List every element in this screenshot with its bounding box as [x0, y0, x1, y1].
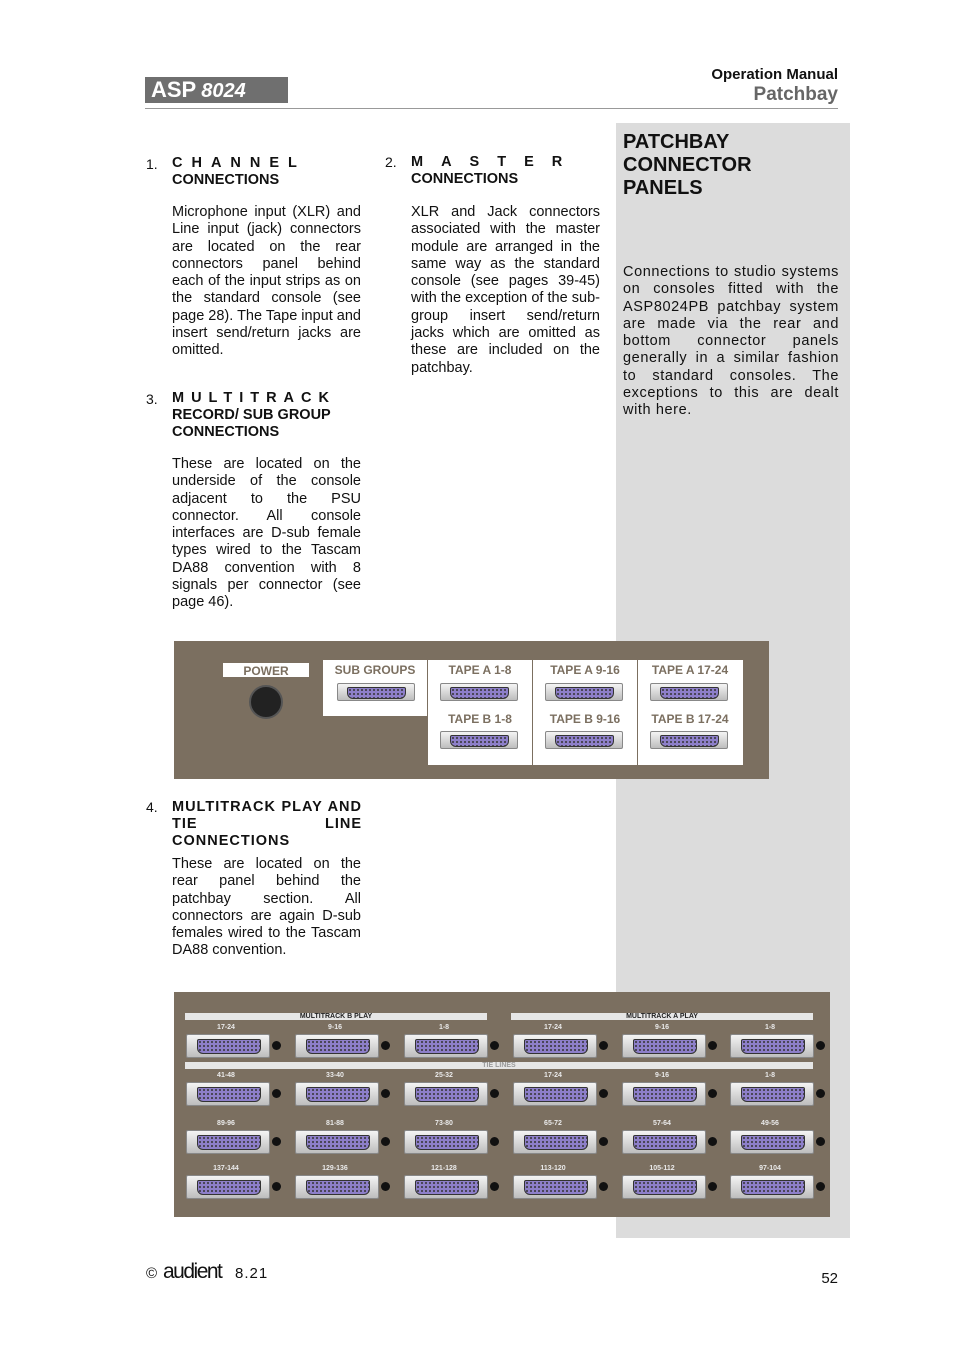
- dsub-connector-icon: [186, 1082, 270, 1106]
- rear-panel-record: [174, 641, 769, 779]
- connector-range-label: 49-56: [761, 1120, 779, 1127]
- mount-screw-icon: [708, 1089, 717, 1098]
- heading-rest: CONNECTIONS: [411, 171, 519, 187]
- dsub-pins: [741, 1039, 805, 1054]
- dsub-pins: [197, 1180, 261, 1195]
- dsub-pins: [524, 1087, 588, 1102]
- power-label: POWER: [243, 664, 289, 678]
- section-title: Patchbay: [753, 84, 838, 105]
- section-heading: [411, 154, 601, 188]
- dsub-connector-icon: [622, 1175, 706, 1199]
- mount-screw-icon: [816, 1041, 825, 1050]
- dsub-connector-icon: [440, 731, 518, 749]
- dsub-connector-icon: [513, 1034, 597, 1058]
- header-divider: [145, 108, 838, 109]
- connector-range-label: 25-32: [435, 1072, 453, 1079]
- dsub-pins: [415, 1087, 479, 1102]
- connector-range-label: 17-24: [544, 1024, 562, 1031]
- dsub-pins: [524, 1039, 588, 1054]
- page-number: 52: [821, 1270, 838, 1287]
- section-body: These are located on the rear panel behind the patchbay section. All connectors are again D-sub females wired to the Tascam DA88 convention.: [172, 856, 361, 959]
- tape-b-label: TAPE B 1-8: [448, 712, 512, 726]
- mount-screw-icon: [381, 1041, 390, 1050]
- version: 8.21: [235, 1265, 269, 1282]
- heading-spaced: MULTITRACK: [172, 390, 336, 406]
- mount-screw-icon: [708, 1137, 717, 1146]
- mount-screw-icon: [599, 1089, 608, 1098]
- connector-range-label: 105-112: [649, 1165, 675, 1172]
- section-body: Microphone input (XLR) and Line input (jack) connectors are located on the rear connectors panel behind each of the input strips as on the standard console (see page 28). The Tape input and insert send/return jacks are omitted.: [172, 204, 361, 359]
- dsub-connector-icon: [404, 1175, 488, 1199]
- section-heading: [172, 390, 362, 441]
- sub-groups-label: SUB GROUPS: [334, 663, 416, 677]
- heading-rest: RECORD/ SUB GROUP CONNECTIONS: [172, 407, 331, 440]
- dsub-connector-icon: [404, 1130, 488, 1154]
- copyright-symbol: ©: [146, 1265, 158, 1282]
- dsub-pins: [633, 1039, 697, 1054]
- dsub-pins: [524, 1180, 588, 1195]
- dsub-pins: [633, 1180, 697, 1195]
- section-number: 4.: [146, 799, 158, 815]
- dsub-connector-icon: [650, 683, 728, 701]
- connector-range-label: 1-8: [764, 1072, 776, 1079]
- dsub-connector-icon: [295, 1034, 379, 1058]
- dsub-connector-icon: [186, 1034, 270, 1058]
- mount-screw-icon: [708, 1182, 717, 1191]
- connector-range-label: 121-128: [431, 1165, 457, 1172]
- connector-range-label: 1-8: [764, 1024, 776, 1031]
- tape-b-label: TAPE B 9-16: [549, 712, 621, 726]
- dsub-pins: [306, 1039, 370, 1054]
- dsub-connector-icon: [730, 1082, 814, 1106]
- mount-screw-icon: [381, 1137, 390, 1146]
- dsub-pins: [741, 1180, 805, 1195]
- mount-screw-icon: [816, 1137, 825, 1146]
- connector-range-label: 65-72: [544, 1120, 562, 1127]
- dsub-pins: [415, 1039, 479, 1054]
- dsub-pins: [450, 735, 509, 747]
- brand-logo: [145, 77, 288, 103]
- sidebar-title: [623, 131, 843, 200]
- dsub-pins: [347, 687, 406, 699]
- dsub-pins: [450, 687, 509, 699]
- tie-lines-label: TIE LINES: [482, 1062, 516, 1069]
- mount-screw-icon: [381, 1089, 390, 1098]
- group-a-label: MULTITRACK A PLAY: [626, 1013, 698, 1020]
- section-number: 1.: [146, 156, 158, 172]
- dsub-connector-icon: [622, 1034, 706, 1058]
- tape-a-label: TAPE A 17-24: [651, 663, 729, 677]
- tape-a-label: TAPE A 1-8: [448, 663, 512, 677]
- dsub-pins: [415, 1135, 479, 1150]
- sidebar-body: Connections to studio systems on consoles fitted with the ASP8024PB patchbay system are made via the rear and bottom connector panels generally in a similar fashion to standard consoles. The exceptions to this are dealt with here.: [623, 264, 839, 419]
- brand-name: ASP: [151, 77, 197, 102]
- mount-screw-icon: [272, 1137, 281, 1146]
- connector-range-label: 89-96: [217, 1120, 235, 1127]
- connector-range-label: 73-80: [435, 1120, 453, 1127]
- mount-screw-icon: [708, 1041, 717, 1050]
- connector-range-label: 113-120: [540, 1165, 566, 1172]
- dsub-pins: [633, 1135, 697, 1150]
- dsub-connector-icon: [513, 1175, 597, 1199]
- mount-screw-icon: [816, 1089, 825, 1098]
- dsub-pins: [197, 1039, 261, 1054]
- dsub-pins: [197, 1087, 261, 1102]
- rear-panel-play: [174, 992, 830, 1217]
- mount-screw-icon: [272, 1041, 281, 1050]
- dsub-connector-icon: [622, 1082, 706, 1106]
- connector-range-label: 17-24: [544, 1072, 562, 1079]
- connector-range-label: 9-16: [654, 1072, 669, 1079]
- mount-screw-icon: [490, 1089, 499, 1098]
- group-b-label: MULTITRACK B PLAY: [299, 1013, 373, 1020]
- dsub-connector-icon: [513, 1082, 597, 1106]
- dsub-connector-icon: [730, 1034, 814, 1058]
- dsub-connector-icon: [295, 1082, 379, 1106]
- dsub-connector-icon: [650, 731, 728, 749]
- dsub-connector-icon: [545, 683, 623, 701]
- audient-logo: audient: [163, 1260, 222, 1283]
- dsub-connector-icon: [295, 1130, 379, 1154]
- heading-rest: CONNECTIONS: [172, 172, 280, 188]
- connector-range-label: 41-48: [217, 1072, 235, 1079]
- dsub-pins: [660, 687, 719, 699]
- mount-screw-icon: [490, 1137, 499, 1146]
- manual-title: Operation Manual: [711, 66, 838, 83]
- power-connector-icon: [249, 685, 283, 719]
- brand-model: 8024: [201, 80, 246, 102]
- dsub-connector-icon: [404, 1082, 488, 1106]
- tape-a-label: TAPE A 9-16: [550, 663, 620, 677]
- dsub-connector-icon: [186, 1130, 270, 1154]
- heading-spaced: CHANNEL: [172, 155, 306, 171]
- section-body: XLR and Jack connectors associated with the master module are arranged in the same way as the standard console (see pages 39-45) with the exception of the sub-group insert send/return jacks which are omitted as these are included on the patchbay.: [411, 204, 600, 376]
- sidebar-title-line: CONNECTOR: [623, 154, 752, 176]
- dsub-connector-icon: [404, 1034, 488, 1058]
- mount-screw-icon: [381, 1182, 390, 1191]
- dsub-pins: [633, 1087, 697, 1102]
- dsub-connector-icon: [513, 1130, 597, 1154]
- sidebar-title-line: PATCHBAY: [623, 131, 730, 153]
- dsub-pins: [524, 1135, 588, 1150]
- mount-screw-icon: [816, 1182, 825, 1191]
- connector-range-label: 97-104: [759, 1165, 781, 1172]
- connector-range-label: 137-144: [213, 1165, 239, 1172]
- connector-range-label: 1-8: [438, 1024, 450, 1031]
- connector-range-label: 129-136: [322, 1165, 348, 1172]
- connector-range-label: 17-24: [217, 1024, 235, 1031]
- section-number: 2.: [385, 154, 397, 170]
- dsub-connector-icon: [545, 731, 623, 749]
- section-heading: [172, 155, 362, 189]
- mount-screw-icon: [599, 1182, 608, 1191]
- dsub-connector-icon: [730, 1130, 814, 1154]
- dsub-connector-icon: [622, 1130, 706, 1154]
- dsub-pins: [555, 687, 614, 699]
- dsub-pins: [660, 735, 719, 747]
- mount-screw-icon: [490, 1041, 499, 1050]
- tape-b-label: TAPE B 17-24: [651, 712, 729, 726]
- mount-screw-icon: [490, 1182, 499, 1191]
- dsub-pins: [197, 1135, 261, 1150]
- dsub-pins: [306, 1135, 370, 1150]
- dsub-pins: [415, 1180, 479, 1195]
- connector-range-label: 57-64: [653, 1120, 671, 1127]
- sidebar-title-line: PANELS: [623, 177, 703, 199]
- connector-range-label: 9-16: [654, 1024, 669, 1031]
- heading-spaced: MASTER: [411, 154, 581, 170]
- dsub-pins: [555, 735, 614, 747]
- dsub-pins: [741, 1135, 805, 1150]
- section-number: 3.: [146, 391, 158, 407]
- connector-range-label: 33-40: [326, 1072, 344, 1079]
- dsub-pins: [741, 1087, 805, 1102]
- section-heading: MULTITRACK PLAY AND TIE LINE CONNECTIONS: [172, 799, 362, 849]
- mount-screw-icon: [599, 1041, 608, 1050]
- section-body: These are located on the underside of the console adjacent to the PSU connector. All console interfaces are D-sub female types wired to the Tascam DA88 convention with 8 signals per connector (see page 46).: [172, 456, 361, 611]
- connector-range-label: 9-16: [327, 1024, 342, 1031]
- dsub-pins: [306, 1180, 370, 1195]
- dsub-connector-icon: [337, 683, 415, 701]
- dsub-connector-icon: [295, 1175, 379, 1199]
- dsub-connector-icon: [186, 1175, 270, 1199]
- dsub-pins: [306, 1087, 370, 1102]
- mount-screw-icon: [272, 1089, 281, 1098]
- connector-range-label: 81-88: [326, 1120, 344, 1127]
- dsub-connector-icon: [440, 683, 518, 701]
- dsub-connector-icon: [730, 1175, 814, 1199]
- mount-screw-icon: [599, 1137, 608, 1146]
- mount-screw-icon: [272, 1182, 281, 1191]
